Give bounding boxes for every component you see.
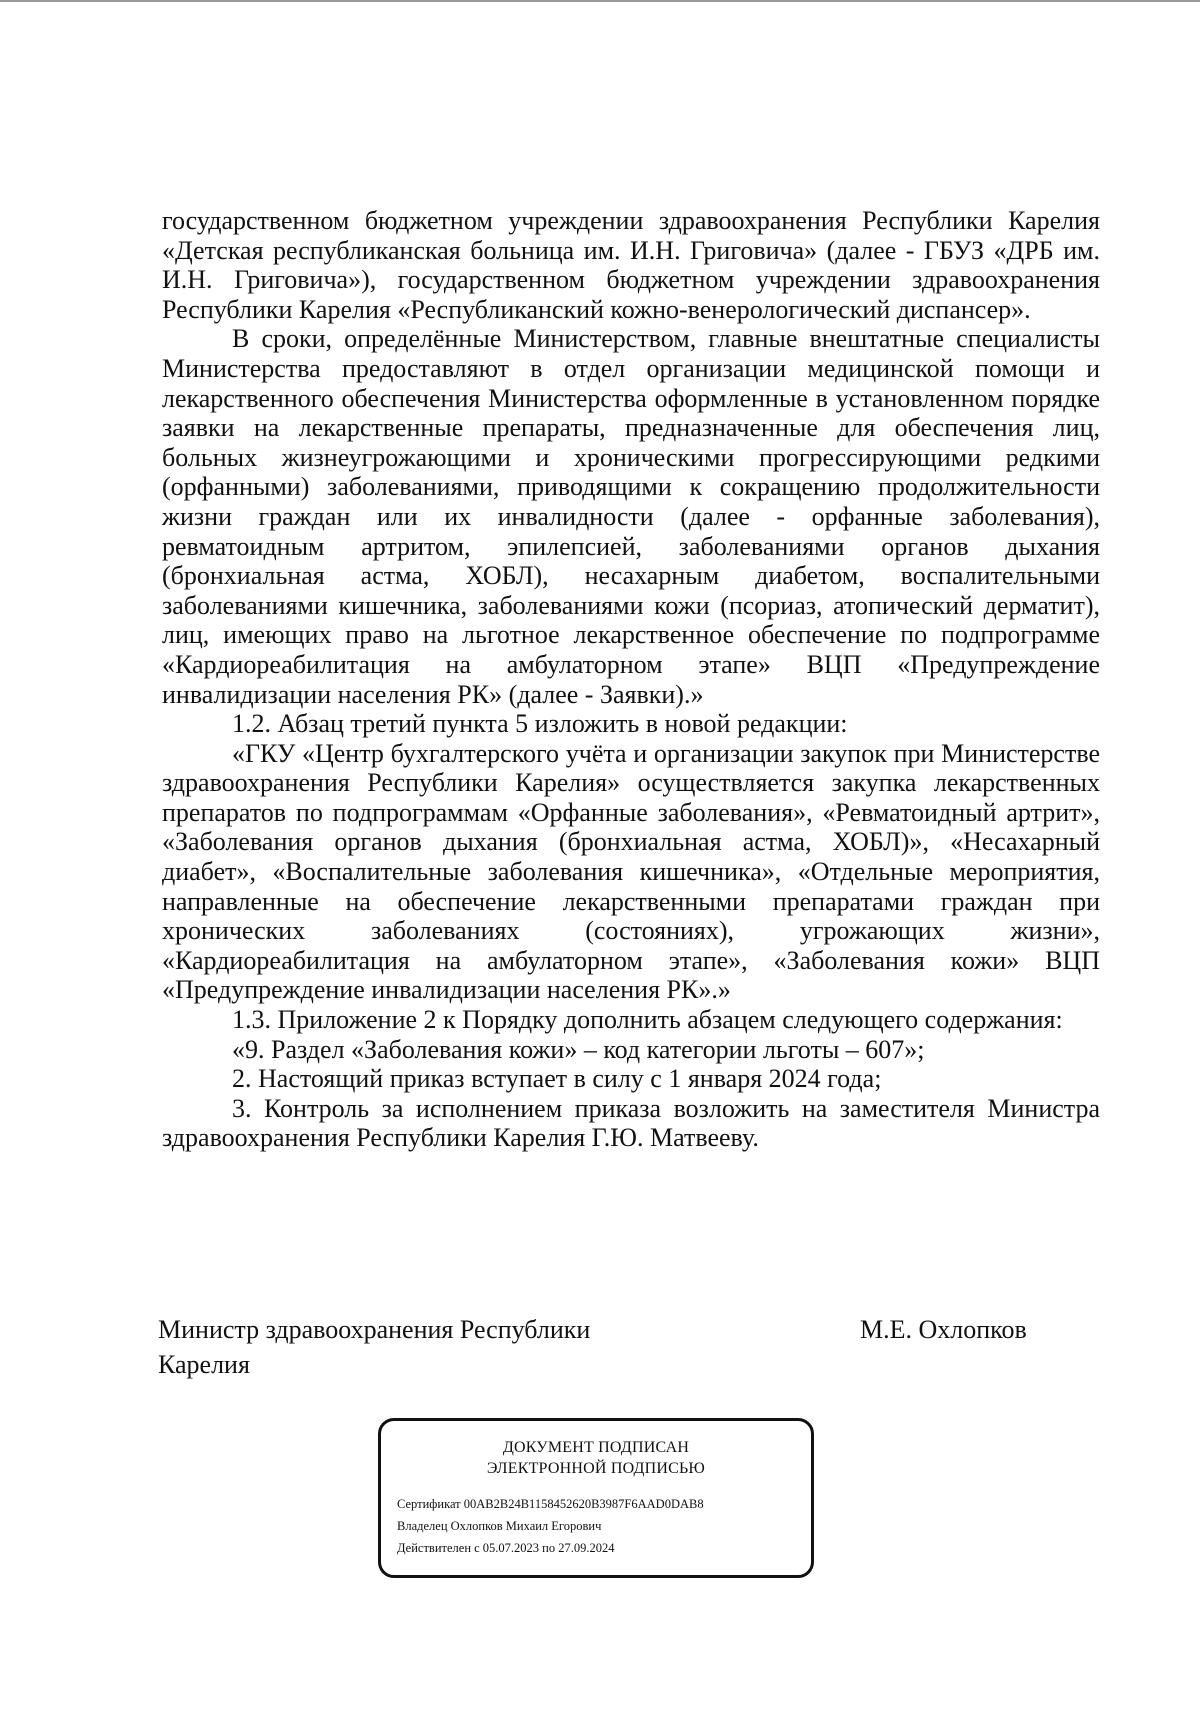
electronic-signature-stamp	[378, 1418, 814, 1578]
stamp-title-line-2: ЭЛЕКТРОННОЙ ПОДПИСЬЮ	[486, 1460, 706, 1477]
stamp-validity: Действителен с 05.07.2023 по 27.09.2024	[397, 1541, 615, 1555]
paragraph-continuation: государственном бюджетном учреждении здравоохранения Республики Карелия «Детская республиканская больница им. И.Н. Григовича» (далее - ГБУЗ «ДРБ им. И.Н. Григовича»), государственном бюджетном учреждении здравоохранения Республики Карелия «Республиканский кожно-венерологический диспансер».	[162, 206, 1100, 324]
document-body	[162, 206, 1100, 1153]
stamp-title-line-1: ДОКУМЕНТ ПОДПИСАН	[502, 1439, 690, 1456]
paragraph-section-9: «9. Раздел «Заболевания кожи» – код категории льготы – 607»;	[232, 1034, 925, 1064]
signer-name: М.Е. Охлопков	[860, 1315, 1027, 1344]
stamp-certificate: Сертификат 00AB2B24B1158452620B3987F6AAD0DAB8	[397, 1497, 704, 1511]
paragraph-applications: В сроки, определённые Министерством, главные внештатные специалисты Министерства предоставляют в отдел организации медицинской помощи и лекарственного обеспечения Министерства оформленные в установленном порядке заявки на лекарственные препараты, предназначенные для обеспечения лиц, больных жизнеугрожающими и хроническими прогрессирующими редкими (орфанными) заболеваниями, приводящими к сокращению продолжительности жизни граждан или их инвалидности (далее - орфанные заболевания), ревматоидным артритом, эпилепсией, заболеваниями органов дыхания (бронхиальная астма, ХОБЛ), несахарным диабетом, воспалительными заболеваниями кишечника, заболеваниями кожи (псориаз, атопический дерматит), лиц, имеющих право на льготное лекарственное обеспечение по подпрограмме «Кардиореабилитация на амбулаторном этапе» ВЦП «Предупреждение инвалидизации населения РК» (далее - Заявки).»	[162, 324, 1100, 709]
paragraph-item-2: 2. Настоящий приказ вступает в силу с 1 января 2024 года;	[232, 1064, 882, 1094]
paragraph-item-3: 3. Контроль за исполнением приказа возложить на заместителя Министра здравоохранения Республики Карелия Г.Ю. Матвееву.	[162, 1093, 1100, 1153]
paragraph-item-1-3: 1.3. Приложение 2 к Порядку дополнить абзацем следующего содержания:	[232, 1005, 1063, 1035]
stamp-title	[381, 1437, 811, 1479]
paragraph-item-1-2: 1.2. Абзац третий пункта 5 изложить в новой редакции:	[232, 709, 848, 739]
stamp-owner: Владелец Охлопков Михаил Егорович	[397, 1519, 602, 1533]
scan-top-edge	[0, 0, 1200, 2]
stamp-details	[381, 1493, 811, 1559]
paragraph-procurement: «ГКУ «Центр бухгалтерского учёта и организации закупок при Министерстве здравоохранения Республики Карелия» осуществляется закупка лекарственных препаратов по подпрограммам «Орфанные заболевания», «Ревматоидный артрит», «Заболевания органов дыхания (бронхиальная астма, ХОБЛ)», «Несахарный диабет», «Воспалительные заболевания кишечника», «Отдельные мероприятия, направленные на обеспечение лекарственными препаратами граждан при хронических заболеваниях (состояниях), угрожающих жизни», «Кардиореабилитация на амбулаторном этапе», «Заболевания кожи» ВЦП «Предупреждение инвалидизации населения РК».»	[162, 738, 1100, 1005]
signer-position: Министр здравоохранения Республики Карелия	[158, 1315, 591, 1379]
